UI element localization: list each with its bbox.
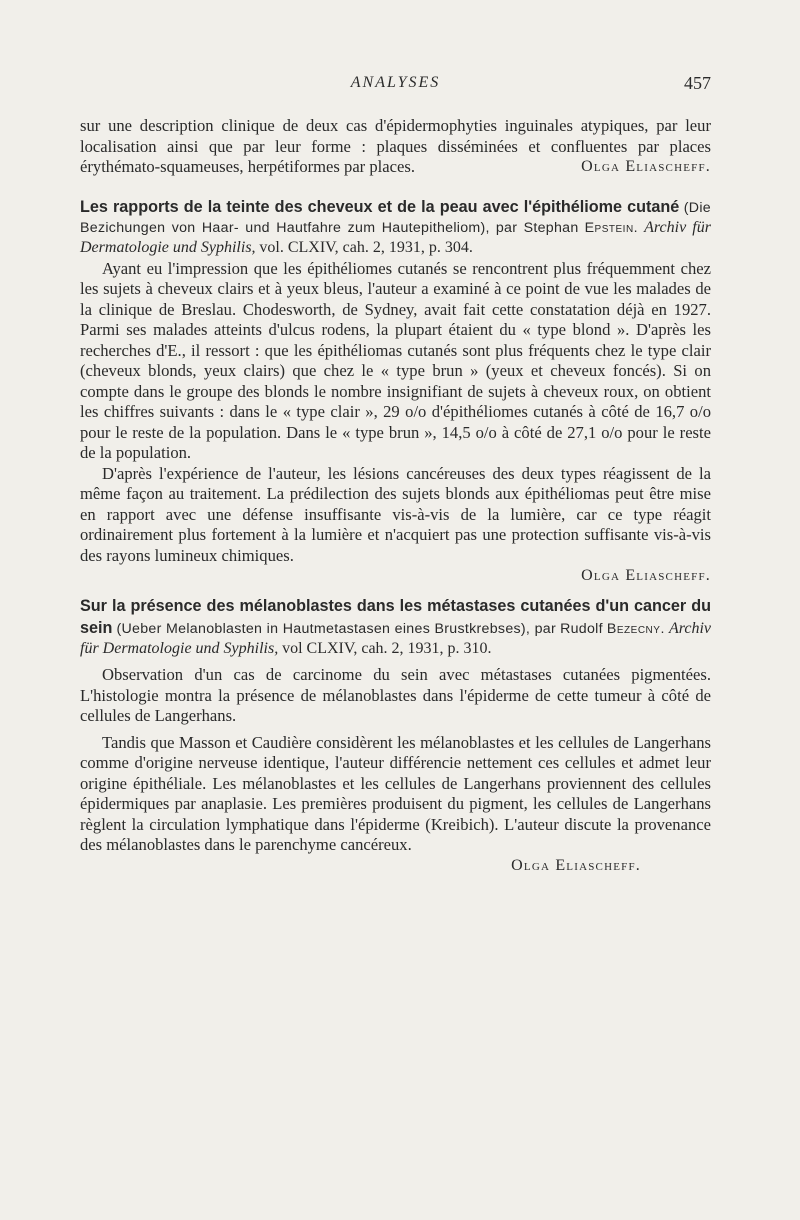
article-2-ref: vol CLXIV, cah. 2, 1931, p. 310. — [282, 640, 492, 658]
article-2-title: Sur la présence des mélanoblastes dans les métastases cutanées d'un cancer du sein — [80, 597, 711, 637]
article-1-journal: Archiv für Dermatologie und Syphilis, — [80, 218, 711, 257]
article-1 — [80, 197, 711, 587]
article-2 — [80, 596, 711, 876]
article-2-paragraph-1: Observation d'un cas de carcinome du sein avec métastases cutanées pigmentées. L'histologie montra la présence de mélanoblastes dans l'épiderme de cette tumeur à côté de cellules de Langerhans. — [80, 665, 711, 726]
article-2-signature: Olga Eliascheff. — [511, 856, 641, 874]
article-1-subtitle: (Die Bezichungen von Haar- und Hautfahre zum Hautepitheliom), — [80, 199, 711, 236]
intro-paragraph — [80, 116, 711, 178]
running-title: ANALYSES — [350, 74, 441, 91]
article-2-journal: Archiv für Dermatologie und Syphilis, — [80, 619, 711, 658]
article-1-title: Les rapports de la teinte des cheveux et de la peau avec l'épithéliome cutané — [80, 197, 680, 216]
intro-text: sur une description clinique de deux cas d'épidermophyties inguinales atypiques, par leur localisation ainsi que par leur forme : plaques disséminées et confluentes par places érythémato-squameuses, herpétiformes par places. — [80, 116, 711, 176]
article-2-heading — [80, 596, 711, 659]
article-2-author-first: Rudolf — [560, 620, 603, 637]
article-2-paragraph-2: Tandis que Masson et Caudière considèrent les mélanoblastes et les cellules de Langerhans comme d'origine nerveuse identique, l'auteur différencie nettement ces cellules et admet leur origine épithéliale. Les mélanoblastes et les cellules de Langerhans proviennent des cellules épidermiques par anaplasie. Les premières produisent du pigment, les cellules de Langerhans règlent la circulation lymphatique dans l'épiderme (Kreibich). L'auteur discute la provenance des mélanoblastes dans le parenchyme cancéreux. — [80, 732, 711, 855]
page-number: 457 — [684, 73, 711, 93]
article-1-paragraph-1: Ayant eu l'impression que les épithéliomes cutanés se rencontrent plus fréquemment chez les sujets à cheveux clairs et à yeux bleus, l'auteur a examiné à ce point de vue les malades de la clinique de Breslau. Chodesworth, de Sydney, avait fait cette constatation déjà en 1927. Parmi ses malades atteints d'ulcus rodens, la plupart étaient du « type blond ». D'après les recherches d'E., il ressort : que les épithéliomas cutanés sont plus fréquents chez le type clair (cheveux blonds, yeux clairs) que chez le « type brun » (yeux et cheveux foncés). Si on compte dans le groupe des blonds le nombre insignifiant de sujets à cheveux roux, on obtient les chiffres suivants : dans le « type clair », 29 o/o d'épithéliomes cutanés à côté de 16,7 o/o pour le reste de la population. Dans le « type brun », 14,5 o/o à côté de 27,1 o/o pour le reste de la population. — [80, 258, 711, 463]
article-1-paragraph-2: D'après l'expérience de l'auteur, les lésions cancéreuses des deux types réagissent de la même façon au traitement. La prédilection des sujets blonds aux épithéliomas peut être mise en rapport avec une défense insuffisante vis-à-vis de la lumière, car ce type réagit ordinairement plus fortement à la lumière et n'acquiert pas une protection suffisante vis-à-vis des rayons lumineux chimiques. — [80, 463, 711, 565]
article-1-by: par Stephan — [495, 219, 579, 236]
article-1-signature: Olga Eliascheff. — [581, 567, 711, 585]
page-header — [80, 74, 711, 98]
article-1-ref: vol. CLXIV, cah. 2, 1931, p. 304. — [259, 239, 473, 257]
article-1-author: Epstein. — [584, 219, 639, 236]
article-2-author: Bezecny. — [606, 620, 665, 637]
intro-signature: Olga Eliascheff. — [581, 158, 711, 175]
intro-section — [80, 116, 711, 178]
article-2-subtitle: (Ueber Melanoblasten in Hautmetastasen eines Brustkrebses), par — [116, 620, 557, 637]
article-1-heading — [80, 197, 711, 259]
page-content — [80, 116, 711, 876]
